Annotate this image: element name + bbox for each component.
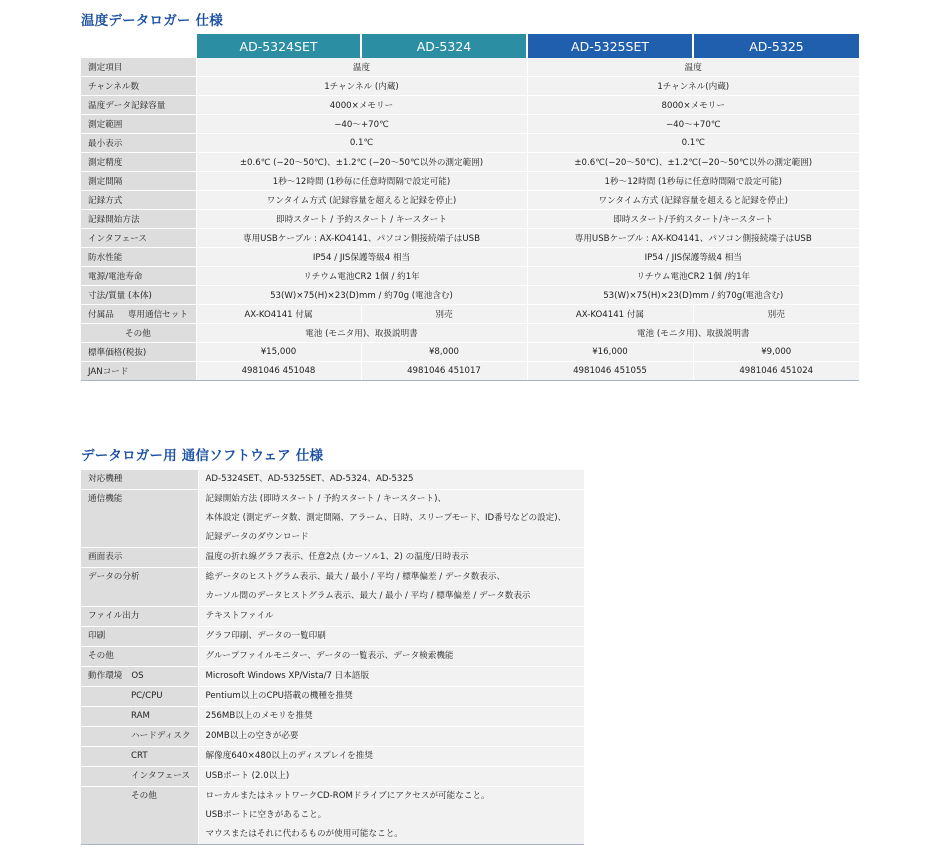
soft-line: 温度の折れ線グラフ表示、任意2点 (カーソル1、2) の温度/日時表示 xyxy=(205,552,469,562)
spec-value: 電池 (モニタ用)、取扱説明書 xyxy=(527,324,859,343)
spec-label: 最小表示 xyxy=(81,134,196,153)
soft-line: マウスまたはそれに代わるものが使用可能なこと。 xyxy=(205,829,403,839)
spec-label: 測定範囲 xyxy=(81,115,196,134)
spec-label: その他 xyxy=(81,324,196,343)
soft-value xyxy=(198,607,584,627)
soft-label: RAM xyxy=(81,707,198,727)
spec-value: 4981046 451055 xyxy=(527,362,693,381)
software-title: データロガー用 通信ソフトウェア 仕様 xyxy=(81,448,324,464)
soft-value xyxy=(198,470,584,490)
spec-row xyxy=(81,58,859,77)
col-ad5325set: AD-5325SET xyxy=(527,34,693,58)
spec-value: 専用USBケーブル : AX-KO4141、パソコン側接続端子はUSB xyxy=(196,229,527,248)
soft-line: Microsoft Windows XP/Vista/7 日本語版 xyxy=(205,671,370,681)
accessory-label: 付属品 xyxy=(88,310,114,320)
spec-value: 4981046 451024 xyxy=(693,362,859,381)
soft-value xyxy=(198,687,584,707)
header-blank xyxy=(81,34,196,58)
spec-value: リチウム電池CR2 1個 /約1年 xyxy=(527,267,859,286)
spec-label: 標準価格(税抜) xyxy=(81,343,196,362)
spec-label: 測定間隔 xyxy=(81,172,196,191)
soft-line: Pentium以上のCPU搭載の機種を推奨 xyxy=(205,691,353,701)
spec-label: 寸法/質量 (本体) xyxy=(81,286,196,305)
soft-row xyxy=(81,707,584,727)
spec-row xyxy=(81,96,859,115)
soft-value xyxy=(198,727,584,747)
soft-label: その他 xyxy=(81,647,198,667)
spec-label xyxy=(81,305,196,324)
spec-value: 1チャンネル (内蔵) xyxy=(196,77,527,96)
spec-value: 専用USBケーブル : AX-KO4141、パソコン側接続端子はUSB xyxy=(527,229,859,248)
spec-value: 53(W)×75(H)×23(D)mm / 約70g (電池含む) xyxy=(196,286,527,305)
spec-table xyxy=(81,34,859,381)
spec-value: ±0.6℃ (−20〜50℃)、±1.2℃ (−20〜50℃以外の測定範囲) xyxy=(196,153,527,172)
soft-line: USBポートに空きがあること。 xyxy=(205,810,327,820)
spec-value: −40〜+70℃ xyxy=(527,115,859,134)
spec-value: 1秒〜12時間 (1秒毎に任意時間隔で設定可能) xyxy=(527,172,859,191)
soft-line: 20MB以上の空きが必要 xyxy=(205,731,299,741)
spec-label: 記録方式 xyxy=(81,191,196,210)
soft-line: カーソル間のデータヒストグラム表示、最大 / 最小 / 平均 / 標準偏差 / データ数表示 xyxy=(205,591,531,601)
spec-label: 電源/電池寿命 xyxy=(81,267,196,286)
spec-value: 8000×メモリー xyxy=(527,96,859,115)
soft-value xyxy=(198,568,584,607)
spec-row xyxy=(81,343,859,362)
spec-value: リチウム電池CR2 1個 / 約1年 xyxy=(196,267,527,286)
spec-label: 防水性能 xyxy=(81,248,196,267)
spec-label: インタフェース xyxy=(81,229,196,248)
soft-label: 印刷 xyxy=(81,627,198,647)
spec-value: 別売 xyxy=(361,305,527,324)
soft-line: 総データのヒストグラム表示、最大 / 最小 / 平均 / 標準偏差 / データ数表示、 xyxy=(205,572,506,582)
soft-label: 通信機能 xyxy=(81,490,198,548)
spec-value: 温度 xyxy=(527,58,859,77)
col-ad5324set: AD-5324SET xyxy=(196,34,361,58)
spec-value: ワンタイム方式 (記録容量を超えると記録を停止) xyxy=(196,191,527,210)
soft-row xyxy=(81,627,584,647)
spec-row xyxy=(81,324,859,343)
soft-line: AD-5324SET、AD-5325SET、AD-5324、AD-5325 xyxy=(205,474,414,484)
soft-label: その他 xyxy=(81,787,198,845)
soft-row xyxy=(81,470,584,490)
soft-value xyxy=(198,767,584,787)
soft-line: 記録開始方法 (即時スタート / 予約スタート / キースタート)、 xyxy=(205,494,447,504)
spec-value: 別売 xyxy=(693,305,859,324)
soft-row xyxy=(81,548,584,568)
soft-label: データの分析 xyxy=(81,568,198,607)
spec-value: −40〜+70℃ xyxy=(196,115,527,134)
spec-value: 1チャンネル(内蔵) xyxy=(527,77,859,96)
soft-line: 記録データのダウンロード xyxy=(205,532,309,542)
software-table xyxy=(81,470,584,845)
spec-value: 電池 (モニタ用)、取扱説明書 xyxy=(196,324,527,343)
soft-row xyxy=(81,787,584,845)
spec-label: JANコード xyxy=(81,362,196,381)
spec-value: ワンタイム方式 (記録容量を超えると記録を停止) xyxy=(527,191,859,210)
spec-label: 温度データ記録容量 xyxy=(81,96,196,115)
spec-value: 53(W)×75(H)×23(D)mm / 約70g(電池含む) xyxy=(527,286,859,305)
spec-row xyxy=(81,172,859,191)
soft-label: 画面表示 xyxy=(81,548,198,568)
spec-row xyxy=(81,115,859,134)
spec-value: 即時スタート/予約スタート/キースタート xyxy=(527,210,859,229)
spec-row xyxy=(81,267,859,286)
soft-value xyxy=(198,490,584,548)
soft-label xyxy=(81,667,198,687)
spec-value: 1秒〜12時間 (1秒毎に任意時間隔で設定可能) xyxy=(196,172,527,191)
soft-value xyxy=(198,627,584,647)
soft-value xyxy=(198,548,584,568)
soft-row xyxy=(81,647,584,667)
soft-row xyxy=(81,568,584,607)
soft-row xyxy=(81,767,584,787)
soft-value xyxy=(198,787,584,845)
col-ad5325: AD-5325 xyxy=(693,34,859,58)
spec-row xyxy=(81,153,859,172)
spec-row xyxy=(81,134,859,153)
accessory-sublabel: 専用通信セット xyxy=(127,310,188,320)
soft-line: 256MB以上のメモリを推奨 xyxy=(205,711,313,721)
soft-row xyxy=(81,727,584,747)
soft-line: テキストファイル xyxy=(205,611,274,621)
spec-row xyxy=(81,77,859,96)
soft-row xyxy=(81,747,584,767)
soft-value xyxy=(198,647,584,667)
soft-row xyxy=(81,490,584,548)
spec-value: ¥16,000 xyxy=(527,343,693,362)
spec-row xyxy=(81,286,859,305)
soft-row xyxy=(81,667,584,687)
spec-value: 4981046 451017 xyxy=(361,362,527,381)
spec-label: 測定精度 xyxy=(81,153,196,172)
soft-label: CRT xyxy=(81,747,198,767)
soft-label: ファイル出力 xyxy=(81,607,198,627)
col-ad5324: AD-5324 xyxy=(361,34,527,58)
spec-value: ¥15,000 xyxy=(196,343,361,362)
spec-row xyxy=(81,248,859,267)
soft-label: ハードディスク xyxy=(81,727,198,747)
soft-value xyxy=(198,707,584,727)
spec-row xyxy=(81,305,859,324)
spec-value: 即時スタート / 予約スタート / キースタート xyxy=(196,210,527,229)
soft-line: グラフ印刷、データの一覧印刷 xyxy=(205,631,326,641)
soft-label: PC/CPU xyxy=(81,687,198,707)
spec-value: ¥8,000 xyxy=(361,343,527,362)
soft-line: ローカルまたはネットワークCD-ROMドライブにアクセスが可能なこと。 xyxy=(205,791,490,801)
soft-value xyxy=(198,747,584,767)
spec-label: 測定項目 xyxy=(81,58,196,77)
spec-label: 記録開始方法 xyxy=(81,210,196,229)
spec-row xyxy=(81,210,859,229)
spec-value: 0.1℃ xyxy=(527,134,859,153)
spec-value: 温度 xyxy=(196,58,527,77)
spec-value: 4000×メモリー xyxy=(196,96,527,115)
spec-value: AX-KO4141 付属 xyxy=(196,305,361,324)
spec-value: IP54 / JIS保護等級4 相当 xyxy=(196,248,527,267)
soft-line: USBポート (2.0以上) xyxy=(205,771,290,781)
spec-value: 0.1℃ xyxy=(196,134,527,153)
spec-row xyxy=(81,191,859,210)
soft-value xyxy=(198,667,584,687)
soft-line: 本体設定 (測定データ数、測定間隔、アラーム、日時、スリープモード、ID番号などの設定)、 xyxy=(205,513,567,523)
env-sublabel: OS xyxy=(131,671,144,681)
soft-line: 解像度640×480以上のディスプレイを推奨 xyxy=(205,751,373,761)
spec-value: 4981046 451048 xyxy=(196,362,361,381)
spec-value: AX-KO4141 付属 xyxy=(527,305,693,324)
spec-title: 温度データロガー 仕様 xyxy=(81,13,223,29)
spec-value: IP54 / JIS保護等級4 相当 xyxy=(527,248,859,267)
soft-label: インタフェース xyxy=(81,767,198,787)
soft-row xyxy=(81,607,584,627)
spec-value: ±0.6℃(−20〜50℃)、±1.2℃(−20〜50℃以外の測定範囲) xyxy=(527,153,859,172)
soft-line: グループファイルモニター、データの一覧表示、データ検索機能 xyxy=(205,651,454,661)
soft-label: 対応機種 xyxy=(81,470,198,490)
spec-label: チャンネル数 xyxy=(81,77,196,96)
spec-row xyxy=(81,229,859,248)
spec-value: ¥9,000 xyxy=(693,343,859,362)
spec-row xyxy=(81,362,859,381)
soft-row xyxy=(81,687,584,707)
env-label: 動作環境 xyxy=(88,671,123,681)
spec-header-row xyxy=(81,34,859,58)
